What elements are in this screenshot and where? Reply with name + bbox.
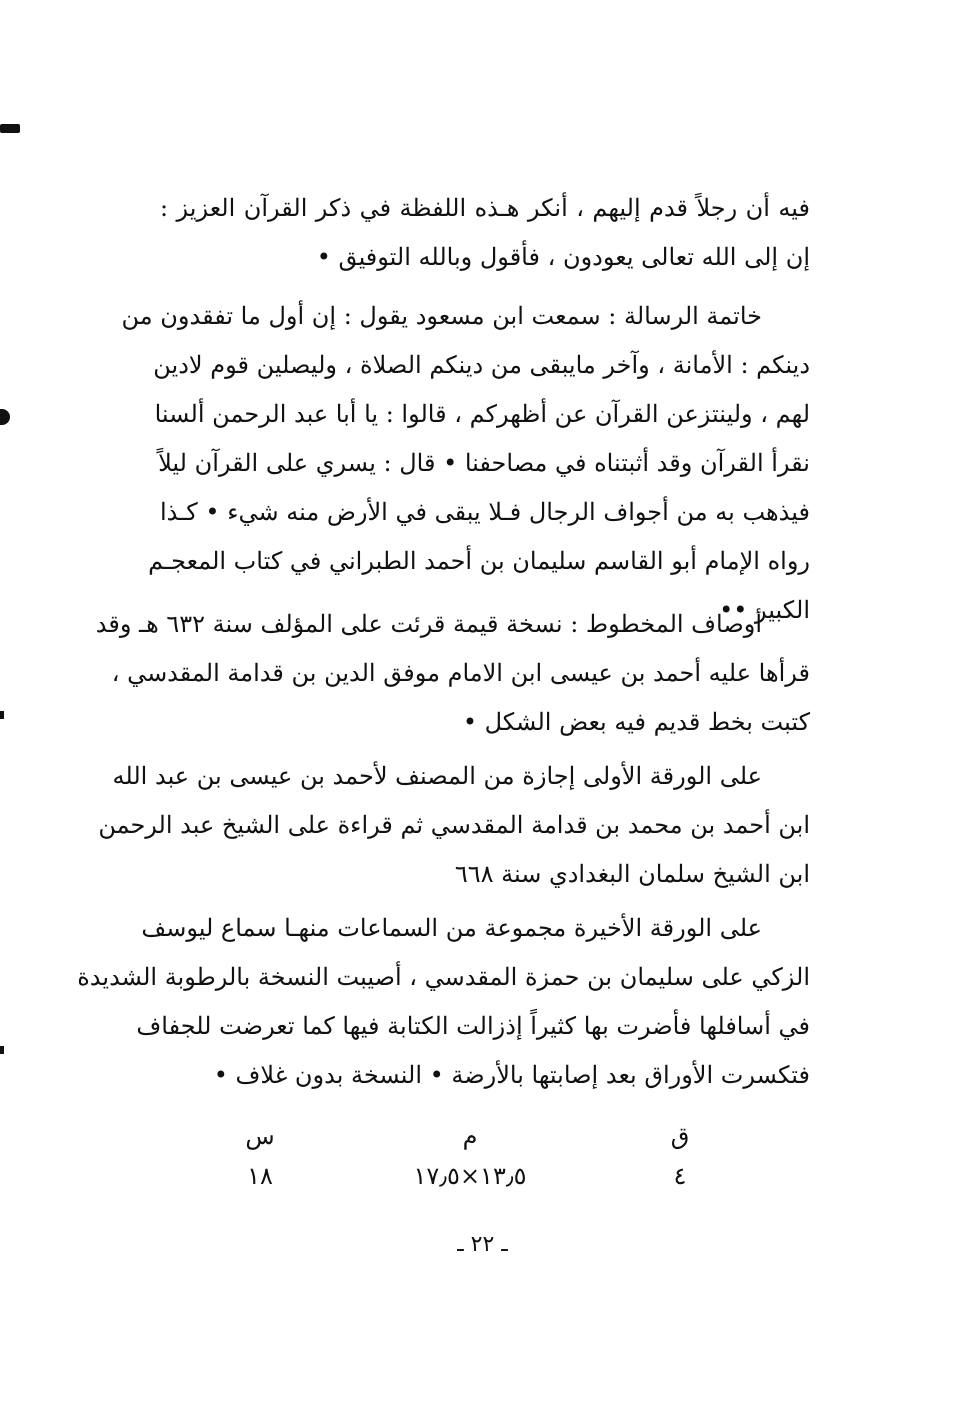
text-line: قرأها عليه أحمد بن عيسى ابن الامام موفق الدين بن قدامة المقدسي ،: [111, 659, 810, 687]
text-line: رواه الإمام أبو القاسم سليمان بن أحمد الطبراني في كتاب المعجـم: [148, 547, 810, 575]
text-line: على الورقة الأولى إجازة من المصنف لأحمد بن عيسى بن عبد الله: [112, 762, 762, 790]
page-number: ـ ٢٢ ـ: [457, 1232, 508, 1257]
table-row: [200, 1156, 740, 1196]
paragraph-4: [98, 752, 810, 899]
text-line: في أسافلها فأضرت بها كثيراً إذزالت الكتابة فيها كما تعرضت للجفاف: [136, 1012, 810, 1040]
text-line: أوصاف المخطوط : نسخة قيمة قرئت على المؤلف سنة ٦٣٢ هـ وقد: [95, 610, 762, 638]
table-cell: ١٨: [247, 1162, 273, 1190]
table-header-cell: س: [245, 1122, 275, 1150]
text-line: لهم ، ولينتزعن القرآن عن أظهركم ، قالوا : يا أبا عبد الرحمن ألسنا: [154, 400, 810, 428]
text-line: نقرأ القرآن وقد أثبتناه في مصاحفنا • قال : يسري على القرآن ليلاً: [158, 449, 810, 477]
text-line: فتكسرت الأوراق بعد إصابتها بالأرضة • النسخة بدون غلاف •: [213, 1061, 810, 1089]
scan-edge-mark: [0, 124, 20, 133]
paragraph-2: [121, 292, 810, 635]
table-header-row: [200, 1116, 740, 1156]
table-header-cell: ق: [670, 1122, 690, 1150]
paragraph-1: [160, 184, 810, 282]
table-header-cell: م: [462, 1122, 478, 1150]
text-line: فيذهب به من أجواف الرجال فـلا يبقى في الأرض منه شيء • كـذا: [160, 498, 810, 526]
manuscript-table: [200, 1116, 740, 1196]
text-line: دينكم : الأمانة ، وآخر مايبقى من دينكم الصلاة ، وليصلين قوم لادين: [153, 351, 810, 379]
table-cell: ١٣٫٥×١٧٫٥: [413, 1162, 527, 1190]
text-line: على الورقة الأخيرة مجموعة من السماعات منهـا سماع ليوسف: [141, 914, 762, 942]
text-line: ابن الشيخ سلمان البغدادي سنة ٦٦٨: [454, 860, 810, 888]
paragraph-3: [95, 600, 810, 747]
text-line: خاتمة الرسالة : سمعت ابن مسعود يقول : إن أول ما تفقدون من: [121, 302, 762, 330]
text-line: كتبت بخط قديم فيه بعض الشكل •: [462, 708, 810, 736]
scan-edge-mark: [0, 1046, 4, 1054]
text-line: إن إلى الله تعالى يعودون ، فأقول وبالله التوفيق •: [316, 243, 810, 271]
text-line: الكبير ••: [719, 596, 810, 624]
table-cell: ٤: [673, 1162, 687, 1190]
text-line: ابن أحمد بن محمد بن قدامة المقدسي ثم قراءة على الشيخ عبد الرحمن: [98, 811, 810, 839]
text-line: الزكي على سليمان بن حمزة المقدسي ، أصيبت النسخة بالرطوبة الشديدة: [77, 963, 810, 991]
text-line: فيه أن رجلاً قدم إليهم ، أنكر هـذه اللفظة في ذكر القرآن العزيز :: [160, 194, 810, 222]
scan-edge-mark: [0, 409, 10, 425]
paragraph-5: [77, 904, 810, 1100]
scan-edge-mark: [0, 711, 4, 719]
